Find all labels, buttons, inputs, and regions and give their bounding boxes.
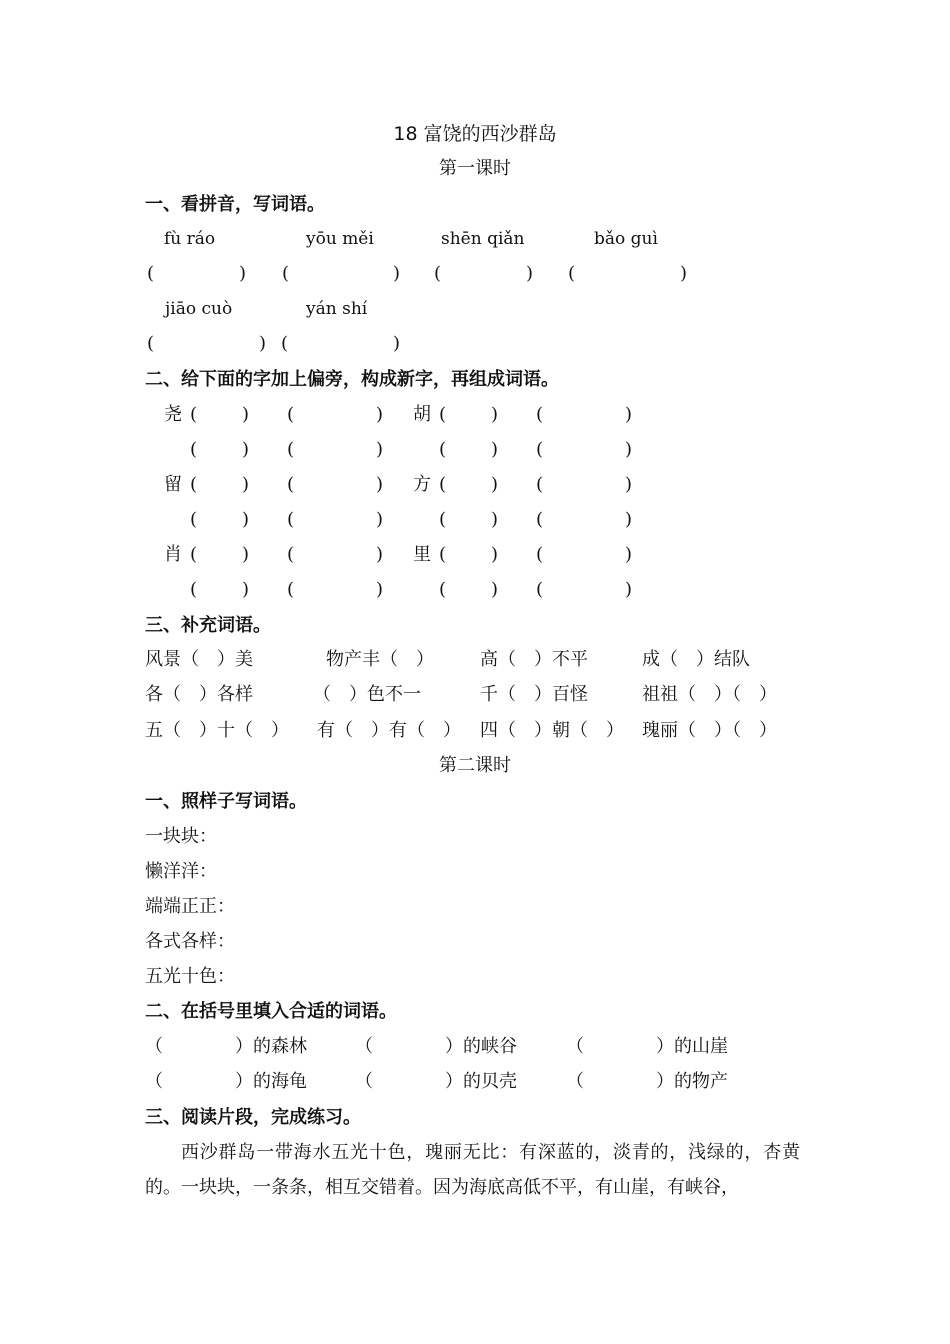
answer-paren-close: ) bbox=[259, 333, 267, 354]
paren-close: ) bbox=[491, 439, 499, 460]
idiom-blank: 高（ ）不平 bbox=[480, 649, 588, 670]
answer-paren-open: ( bbox=[568, 263, 576, 284]
char-hu: 胡 bbox=[413, 404, 431, 425]
example-word: 端端正正： bbox=[145, 896, 235, 917]
paren-close: ) bbox=[376, 404, 384, 425]
paren-close: ) bbox=[242, 439, 250, 460]
paren-close: ) bbox=[625, 509, 633, 530]
paren-open: ( bbox=[287, 474, 295, 495]
paren-open: ( bbox=[439, 439, 447, 460]
q3-heading: 三、补充词语。 bbox=[145, 615, 271, 636]
idiom-blank: 瑰丽（ ）（ ） bbox=[642, 720, 777, 741]
paren-close: ) bbox=[376, 544, 384, 565]
idiom-blank: 有（ ）有（ ） bbox=[317, 720, 461, 741]
paren-close: ) bbox=[491, 579, 499, 600]
paren-open: ( bbox=[536, 544, 544, 565]
paren-open: ( bbox=[536, 439, 544, 460]
idiom-blank: 各（ ）各样 bbox=[145, 684, 253, 705]
idiom-blank: 祖祖（ ）（ ） bbox=[642, 684, 777, 705]
paren-close: ) bbox=[242, 509, 250, 530]
example-word: 一块块： bbox=[145, 826, 217, 847]
fill-blank: （ ）的山崖 bbox=[566, 1036, 728, 1057]
paren-open: ( bbox=[439, 474, 447, 495]
fill-blank: （ ）的物产 bbox=[566, 1071, 728, 1092]
fill-blank: （ ）的峡谷 bbox=[355, 1036, 517, 1057]
paren-close: ) bbox=[625, 474, 633, 495]
idiom-blank: 风景（ ）美 bbox=[145, 649, 253, 670]
paren-close: ) bbox=[242, 474, 250, 495]
paren-open: ( bbox=[536, 404, 544, 425]
paren-open: ( bbox=[439, 544, 447, 565]
pinyin-shenqian: shēn qiǎn bbox=[441, 229, 525, 249]
idiom-blank: 千（ ）百怪 bbox=[480, 684, 588, 705]
paren-open: ( bbox=[287, 509, 295, 530]
paren-open: ( bbox=[190, 579, 198, 600]
l2-q1-heading: 一、照样子写词语。 bbox=[145, 791, 307, 812]
paren-close: ) bbox=[625, 544, 633, 565]
paren-open: ( bbox=[190, 544, 198, 565]
paren-close: ) bbox=[491, 474, 499, 495]
pinyin-jiaocuo: jiāo cuò bbox=[165, 299, 233, 319]
paren-open: ( bbox=[287, 579, 295, 600]
fill-blank: （ ）的贝壳 bbox=[355, 1071, 517, 1092]
paren-open: ( bbox=[190, 439, 198, 460]
paren-close: ) bbox=[376, 579, 384, 600]
idiom-blank: 五（ ）十（ ） bbox=[145, 720, 289, 741]
q1-heading: 一、看拼音，写词语。 bbox=[145, 194, 325, 215]
paren-open: ( bbox=[439, 404, 447, 425]
answer-paren-close: ) bbox=[526, 263, 534, 284]
char-li: 里 bbox=[413, 544, 431, 565]
example-word: 懒洋洋： bbox=[145, 861, 217, 882]
answer-paren-close: ) bbox=[393, 333, 401, 354]
reading-passage: 西沙群岛一带海水五光十色，瑰丽无比：有深蓝的，淡青的，浅绿的，杏黄的。一块块，一条条，相互交错着。因为海底高低不平，有山崖，有峡谷， bbox=[145, 1142, 800, 1198]
idiom-blank: 成（ ）结队 bbox=[642, 649, 750, 670]
paren-open: ( bbox=[287, 404, 295, 425]
paren-open: ( bbox=[439, 579, 447, 600]
idiom-blank: 四（ ）朝（ ） bbox=[480, 720, 624, 741]
pinyin-yanshi: yán shí bbox=[306, 299, 368, 319]
char-liu: 留 bbox=[164, 474, 182, 495]
paren-open: ( bbox=[536, 474, 544, 495]
paren-open: ( bbox=[439, 509, 447, 530]
worksheet-title: 18 富饶的西沙群岛 bbox=[393, 123, 557, 145]
paren-open: ( bbox=[287, 439, 295, 460]
lesson-2-heading: 第二课时 bbox=[439, 755, 511, 776]
paren-close: ) bbox=[625, 439, 633, 460]
paren-open: ( bbox=[536, 509, 544, 530]
idiom-blank: 物产丰（ ） bbox=[326, 649, 434, 670]
example-word: 五光十色： bbox=[145, 966, 235, 987]
paren-open: ( bbox=[190, 474, 198, 495]
paren-open: ( bbox=[287, 544, 295, 565]
l2-q3-heading: 三、阅读片段，完成练习。 bbox=[145, 1107, 361, 1128]
answer-paren-open: ( bbox=[281, 333, 289, 354]
answer-paren-close: ) bbox=[393, 263, 401, 284]
fill-blank: （ ）的海龟 bbox=[145, 1071, 307, 1092]
pinyin-furao: fù ráo bbox=[164, 229, 216, 249]
paren-close: ) bbox=[242, 544, 250, 565]
answer-paren-close: ) bbox=[680, 263, 688, 284]
char-fang: 方 bbox=[413, 474, 431, 495]
paren-open: ( bbox=[536, 579, 544, 600]
paren-close: ) bbox=[376, 509, 384, 530]
paren-close: ) bbox=[242, 579, 250, 600]
paren-close: ) bbox=[376, 439, 384, 460]
char-yao: 尧 bbox=[164, 404, 182, 425]
paren-open: ( bbox=[190, 404, 198, 425]
answer-paren-open: ( bbox=[147, 333, 155, 354]
answer-paren-open: ( bbox=[282, 263, 290, 284]
paren-close: ) bbox=[491, 404, 499, 425]
paren-close: ) bbox=[376, 474, 384, 495]
answer-paren-close: ) bbox=[239, 263, 247, 284]
pinyin-youmei: yōu měi bbox=[306, 229, 374, 249]
paren-close: ) bbox=[491, 544, 499, 565]
fill-blank: （ ）的森林 bbox=[145, 1036, 307, 1057]
paren-close: ) bbox=[242, 404, 250, 425]
q2-heading: 二、给下面的字加上偏旁，构成新字，再组成词语。 bbox=[145, 369, 559, 390]
lesson-1-heading: 第一课时 bbox=[439, 158, 511, 179]
paren-close: ) bbox=[625, 579, 633, 600]
char-xiao: 肖 bbox=[164, 544, 182, 565]
answer-paren-open: ( bbox=[434, 263, 442, 284]
paren-close: ) bbox=[491, 509, 499, 530]
l2-q2-heading: 二、在括号里填入合适的词语。 bbox=[145, 1001, 397, 1022]
idiom-blank: （ ）色不一 bbox=[313, 684, 421, 705]
pinyin-baogui: bǎo guì bbox=[594, 229, 658, 249]
example-word: 各式各样： bbox=[145, 931, 235, 952]
answer-paren-open: ( bbox=[147, 263, 155, 284]
paren-open: ( bbox=[190, 509, 198, 530]
paren-close: ) bbox=[625, 404, 633, 425]
